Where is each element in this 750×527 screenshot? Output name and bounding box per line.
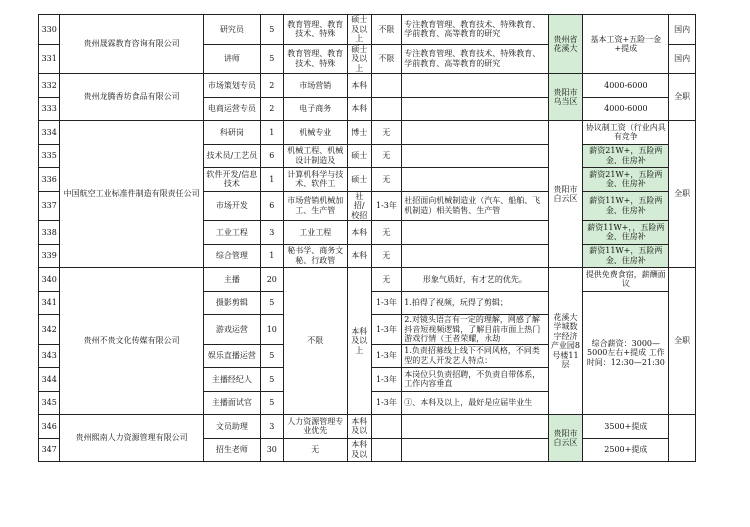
headcount: 5 (261, 391, 284, 415)
salary: 4000-6000 (583, 74, 669, 98)
salary: 综合薪资：3000—5000左右+提成 工作时间：12:30—21:30 (583, 291, 669, 415)
row-number: 339 (39, 244, 60, 268)
salary: 薪资11W+，，五险两金、住房补 (583, 221, 669, 245)
row-number: 344 (39, 368, 60, 392)
job-description: 专注教育管理、教育技术、特殊教育、学前教育、高等教育的研究 (402, 44, 548, 74)
salary: 2500+提成 (583, 438, 669, 462)
position: 主播面试官 (203, 391, 260, 415)
job-type: 全职 (669, 74, 696, 121)
position: 市场策划专员 (203, 74, 260, 98)
table-row (39, 15, 696, 45)
headcount: 3 (261, 415, 284, 439)
experience: 1-3年 (371, 391, 402, 415)
job-type: 国内 (669, 15, 696, 45)
table-row (39, 121, 696, 145)
experience: 无 (371, 221, 402, 245)
position: 工业工程 (203, 221, 260, 245)
experience (371, 97, 402, 121)
headcount: 2 (261, 74, 284, 98)
row-number: 337 (39, 191, 60, 221)
experience: 无 (371, 121, 402, 145)
row-number: 334 (39, 121, 60, 145)
row-number: 332 (39, 74, 60, 98)
work-location: 贵阳市乌当区 (548, 74, 583, 121)
position: 招生老师 (203, 438, 260, 462)
salary: 协议制工资（行业内具有竞争 (583, 121, 669, 145)
company-name: 贵州熙南人力资源管理有限公司 (60, 415, 203, 462)
company-name: 贵州晟霖教育咨询有限公司 (60, 15, 203, 74)
row-number: 346 (39, 415, 60, 439)
row-number: 342 (39, 315, 60, 345)
job-description: ①、本科及以上，最好是应届毕业生 (402, 391, 548, 415)
salary: 提供免费食宿，薪酬面议 (583, 268, 669, 292)
company-name: 贵州龙腾香坊食品有限公司 (60, 74, 203, 121)
major: 市场营销 (283, 74, 347, 98)
headcount: 5 (261, 291, 284, 315)
job-description (402, 144, 548, 168)
row-number: 333 (39, 97, 60, 121)
headcount: 10 (261, 315, 284, 345)
position: 软件开发/信息技术 (203, 168, 260, 192)
degree: 博士 (348, 121, 372, 145)
salary: 基本工资+五险一金+提成 (583, 15, 669, 74)
row-number: 340 (39, 268, 60, 292)
job-description (402, 168, 548, 192)
headcount: 20 (261, 268, 284, 292)
major: 计算机科学与技术、软件工 (283, 168, 347, 192)
degree: 本科 (348, 74, 372, 98)
experience: 1-3年 (371, 191, 402, 221)
major: 机械专业 (283, 121, 347, 145)
headcount: 5 (261, 44, 284, 74)
job-type (669, 415, 696, 462)
row-number: 345 (39, 391, 60, 415)
major: 机械工程、机械设计制造及 (283, 144, 347, 168)
row-number: 331 (39, 44, 60, 74)
position: 娱乐直播运营 (203, 344, 260, 368)
experience: 无 (371, 144, 402, 168)
table-row (39, 74, 696, 98)
degree: 硕士 (348, 168, 372, 192)
headcount: 2 (261, 97, 284, 121)
experience: 不限 (371, 15, 402, 45)
work-location: 贵阳市白云区 (548, 121, 583, 268)
row-number: 336 (39, 168, 60, 192)
experience: 无 (371, 168, 402, 192)
degree: 本科 (348, 244, 372, 268)
job-listing-table (38, 14, 696, 462)
degree: 硕士及以上 (348, 44, 372, 74)
company-name: 贵州不贵文化传媒有限公司 (60, 268, 203, 415)
row-number: 341 (39, 291, 60, 315)
headcount: 1 (261, 168, 284, 192)
position: 研究员 (203, 15, 260, 45)
headcount: 6 (261, 144, 284, 168)
row-number: 343 (39, 344, 60, 368)
position: 文员助理 (203, 415, 260, 439)
major: 工业工程 (283, 221, 347, 245)
experience (371, 74, 402, 98)
experience (371, 415, 402, 439)
job-type: 全职 (669, 268, 696, 415)
position: 技术员/工艺员 (203, 144, 260, 168)
headcount: 30 (261, 438, 284, 462)
job-description: 专注教育管理、教育技术、特殊教育、学前教育、高等教育的研究 (402, 15, 548, 45)
position: 电商运营专员 (203, 97, 260, 121)
headcount: 5 (261, 15, 284, 45)
work-location: 花溪大学城数字经济产业园8号楼11层 (548, 268, 583, 415)
job-description (402, 415, 548, 439)
position: 摄影剪辑 (203, 291, 260, 315)
row-number: 335 (39, 144, 60, 168)
job-description (402, 97, 548, 121)
job-description (402, 221, 548, 245)
degree: 社招/校招 (348, 191, 372, 221)
work-location: 贵阳市白云区 (548, 415, 583, 462)
job-description: 1.拍得了视频，玩得了剪辑； (402, 291, 548, 315)
major: 教育管理、教育技术、特殊 (283, 44, 347, 74)
experience: 1-3年 (371, 315, 402, 345)
major: 无 (283, 438, 347, 462)
position: 科研岗 (203, 121, 260, 145)
headcount: 6 (261, 191, 284, 221)
job-type: 国内 (669, 44, 696, 74)
job-description (402, 438, 548, 462)
major: 不限 (283, 268, 347, 415)
job-description: 社招面向机械制造业（汽车、船舶、飞机制造）相关销售、生产管 (402, 191, 548, 221)
row-number: 338 (39, 221, 60, 245)
experience: 不限 (371, 44, 402, 74)
degree: 本科 (348, 221, 372, 245)
headcount: 1 (261, 121, 284, 145)
degree: 本科 (348, 97, 372, 121)
salary: 薪资21W+，五险两金、住房补 (583, 168, 669, 192)
position: 综合管理 (203, 244, 260, 268)
position: 讲师 (203, 44, 260, 74)
experience: 1-3年 (371, 291, 402, 315)
position: 主播经纪人 (203, 368, 260, 392)
experience: 1-3年 (371, 344, 402, 368)
headcount: 5 (261, 344, 284, 368)
row-number: 330 (39, 15, 60, 45)
job-description: 1.负责招募线上线下不同风格，不同类型的艺人开发艺人特点： (402, 344, 548, 368)
salary: 薪资11W+，五险两金、住房补 (583, 244, 669, 268)
degree: 本科及以 (348, 438, 372, 462)
job-description (402, 244, 548, 268)
position: 主播 (203, 268, 260, 292)
work-location: 贵州省花溪大 (548, 15, 583, 74)
company-name: 中国航空工业标准件制造有限责任公司 (60, 121, 203, 268)
major: 教育管理、教育技术、特殊 (283, 15, 347, 45)
job-type: 全职 (669, 121, 696, 268)
degree: 硕士及以上 (348, 15, 372, 45)
degree: 本科及以 (348, 415, 372, 439)
degree: 本科及以上 (348, 268, 372, 415)
table (38, 14, 696, 462)
headcount: 5 (261, 368, 284, 392)
job-description: 形象气质好，有才艺的优先。 (402, 268, 548, 292)
salary: 4000-6000 (583, 97, 669, 121)
experience: 无 (371, 244, 402, 268)
position: 市场开发 (203, 191, 260, 221)
experience (371, 438, 402, 462)
salary: 薪资21W+，五险两金、住房补 (583, 144, 669, 168)
major: 电子商务 (283, 97, 347, 121)
position: 游戏运营 (203, 315, 260, 345)
salary: 3500+提成 (583, 415, 669, 439)
major: 人力资源管理专业优先 (283, 415, 347, 439)
experience: 1-3年 (371, 368, 402, 392)
row-number: 347 (39, 438, 60, 462)
table-row (39, 415, 696, 439)
job-description: 2.对镜头语言有一定的理解，网感了解抖音短视频逻辑，了解目前市面上热门游戏行情（王者荣耀，永劫 (402, 315, 548, 345)
experience: 无 (371, 268, 402, 292)
job-description: 本岗位只负责招聘，不负责自带体系，工作内容垂直 (402, 368, 548, 392)
major: 秘书学、商务文秘、行政管 (283, 244, 347, 268)
job-description (402, 121, 548, 145)
salary: 薪资11W+，五险两金、住房补 (583, 191, 669, 221)
headcount: 3 (261, 221, 284, 245)
headcount: 1 (261, 244, 284, 268)
table-row (39, 268, 696, 292)
degree: 硕士 (348, 144, 372, 168)
major: 市场营销机械加工、生产管 (283, 191, 347, 221)
job-description (402, 74, 548, 98)
